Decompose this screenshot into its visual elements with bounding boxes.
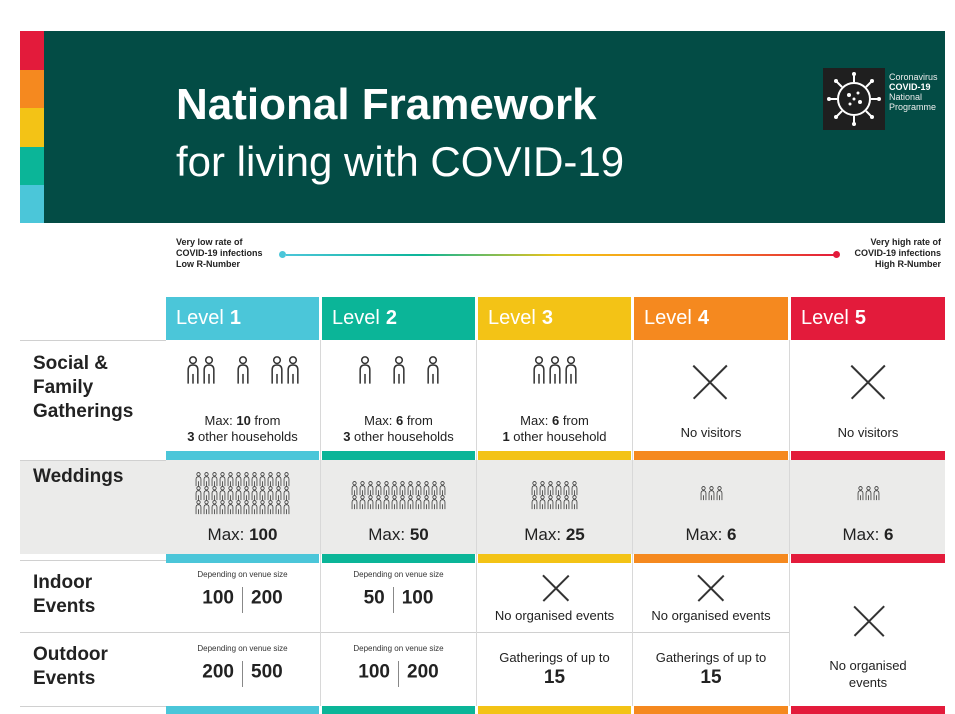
crowd-icon xyxy=(634,486,788,500)
person-icon xyxy=(539,481,546,496)
social-cell-3: Max: 6 from 1 other household xyxy=(502,413,607,444)
weddings-cell-3: Max: 25 xyxy=(524,525,585,544)
person-icon xyxy=(267,500,274,515)
row-label-outdoor: Outdoor Events xyxy=(33,644,108,689)
level-1-header: Level 1 xyxy=(166,297,319,340)
person-icon xyxy=(571,481,578,496)
crowd-icon xyxy=(478,481,631,509)
person-icon xyxy=(415,481,422,496)
person-icon xyxy=(547,481,554,496)
crowd-icon xyxy=(791,486,945,500)
band xyxy=(166,554,319,563)
divider xyxy=(20,632,790,633)
person-icon xyxy=(235,472,242,487)
person-icon xyxy=(202,356,216,385)
social-cell-4: No visitors xyxy=(680,425,742,440)
person-icon xyxy=(857,486,864,501)
band xyxy=(166,706,319,714)
scale-gradient-line xyxy=(286,254,834,256)
person-icon xyxy=(275,472,282,487)
level-2-header: Level 2 xyxy=(322,297,475,340)
people-icon xyxy=(478,356,631,385)
person-icon xyxy=(251,486,258,501)
cross-icon xyxy=(853,605,885,637)
person-icon xyxy=(251,472,258,487)
person-icon xyxy=(259,500,266,515)
person-icon xyxy=(186,356,200,385)
indoor-cell-2: Depending on venue size 50 100 xyxy=(322,570,475,613)
person-icon xyxy=(391,495,398,510)
social-cell-5: No visitors xyxy=(837,425,899,440)
outdoor-cell-2: Depending on venue size 100 200 xyxy=(322,644,475,687)
person-icon xyxy=(375,495,382,510)
divider xyxy=(476,340,477,706)
divider xyxy=(320,340,321,706)
person-icon xyxy=(195,472,202,487)
person-group xyxy=(425,356,441,385)
person-icon xyxy=(251,500,258,515)
person-icon xyxy=(367,481,374,496)
person-icon xyxy=(431,481,438,496)
person-icon xyxy=(571,495,578,510)
person-icon xyxy=(236,356,250,385)
band xyxy=(791,554,945,563)
person-icon xyxy=(203,472,210,487)
person-icon xyxy=(547,495,554,510)
person-group xyxy=(531,356,579,385)
level-4-header: Level 4 xyxy=(634,297,788,340)
virus-icon xyxy=(823,68,885,130)
person-icon xyxy=(211,500,218,515)
person-icon xyxy=(211,472,218,487)
band xyxy=(634,451,788,460)
person-icon xyxy=(700,486,707,501)
row-label-weddings: Weddings xyxy=(33,466,124,487)
divider xyxy=(789,340,790,706)
person-icon xyxy=(267,486,274,501)
band xyxy=(166,451,319,460)
person-icon xyxy=(708,486,715,501)
person-icon xyxy=(439,481,446,496)
stripe-blue xyxy=(20,185,44,223)
scale-low-dot xyxy=(279,251,286,258)
indoor-cell-4: No organised events xyxy=(651,608,771,623)
person-icon xyxy=(243,500,250,515)
person-icon xyxy=(219,486,226,501)
page-subtitle: for living with COVID-19 xyxy=(176,138,625,185)
people-icon xyxy=(322,356,475,385)
person-icon xyxy=(431,495,438,510)
indoor-cell-3: No organised events xyxy=(494,608,615,623)
stripe-yellow xyxy=(20,108,44,147)
person-icon xyxy=(415,495,422,510)
person-icon xyxy=(439,495,446,510)
indoor-cell-1: Depending on venue size 100 200 xyxy=(166,570,319,613)
stripe-red xyxy=(20,31,44,70)
person-icon xyxy=(235,500,242,515)
person-group xyxy=(391,356,407,385)
person-icon xyxy=(407,481,414,496)
person-icon xyxy=(203,500,210,515)
outdoor-cell-4: Gatherings of up to 15 xyxy=(655,650,767,688)
outdoor-cell-1: Depending on venue size 200 500 xyxy=(166,644,319,687)
person-icon xyxy=(407,495,414,510)
cross-icon xyxy=(542,574,570,602)
person-icon xyxy=(359,495,366,510)
person-icon xyxy=(235,486,242,501)
stripe-green xyxy=(20,147,44,185)
level-3-header: Level 3 xyxy=(478,297,631,340)
divider xyxy=(632,340,633,706)
person-icon xyxy=(195,500,202,515)
level-5-header: Level 5 xyxy=(791,297,945,340)
band xyxy=(791,706,945,714)
person-icon xyxy=(259,472,266,487)
person-icon xyxy=(270,356,284,385)
person-icon xyxy=(426,356,440,385)
divider xyxy=(20,340,166,341)
person-icon xyxy=(358,356,372,385)
weddings-cell-4: Max: 6 xyxy=(685,525,737,544)
stripe-orange xyxy=(20,70,44,108)
social-cell-2: Max: 6 from 3 other households xyxy=(343,413,454,444)
person-icon xyxy=(383,495,390,510)
person-icon xyxy=(275,486,282,501)
person-icon xyxy=(532,356,546,385)
weddings-cell-1: Max: 100 xyxy=(207,525,278,544)
person-icon xyxy=(392,356,406,385)
crowd-icon xyxy=(322,481,475,509)
person-icon xyxy=(227,472,234,487)
outdoor-cell-5: No organised events xyxy=(829,658,907,690)
person-icon xyxy=(563,495,570,510)
person-icon xyxy=(391,481,398,496)
person-icon xyxy=(351,495,358,510)
band xyxy=(322,554,475,563)
crowd-icon xyxy=(166,472,319,514)
band xyxy=(478,451,631,460)
person-icon xyxy=(351,481,358,496)
person-icon xyxy=(367,495,374,510)
band xyxy=(322,706,475,714)
cross-icon xyxy=(692,364,728,400)
person-icon xyxy=(275,500,282,515)
person-icon xyxy=(548,356,562,385)
person-icon xyxy=(283,472,290,487)
person-icon xyxy=(267,472,274,487)
person-icon xyxy=(203,486,210,501)
scale-high-label: Very high rate of COVID-19 infections High R-Number xyxy=(854,237,941,269)
person-icon xyxy=(383,481,390,496)
person-icon xyxy=(259,486,266,501)
person-group xyxy=(185,356,217,385)
person-icon xyxy=(555,481,562,496)
person-icon xyxy=(359,481,366,496)
person-icon xyxy=(539,495,546,510)
page-title: National Framework xyxy=(176,80,597,129)
person-icon xyxy=(227,500,234,515)
divider xyxy=(20,706,166,707)
person-icon xyxy=(555,495,562,510)
person-icon xyxy=(531,481,538,496)
person-icon xyxy=(227,486,234,501)
cross-icon xyxy=(697,574,725,602)
person-icon xyxy=(564,356,578,385)
person-icon xyxy=(211,486,218,501)
scale-high-dot xyxy=(833,251,840,258)
band xyxy=(322,451,475,460)
person-icon xyxy=(716,486,723,501)
scale-low-label: Very low rate of COVID-19 infections Low R-Number xyxy=(176,237,263,269)
person-icon xyxy=(865,486,872,501)
row-label-social: Social & Family Gatherings xyxy=(33,353,134,422)
social-cell-1: Max: 10 from 3 other households xyxy=(187,413,298,444)
person-icon xyxy=(399,481,406,496)
person-icon xyxy=(219,500,226,515)
weddings-cell-5: Max: 6 xyxy=(842,525,894,544)
person-icon xyxy=(873,486,880,501)
person-icon xyxy=(531,495,538,510)
people-icon xyxy=(166,356,319,385)
person-icon xyxy=(375,481,382,496)
person-icon xyxy=(423,481,430,496)
outdoor-cell-3: Gatherings of up to 15 xyxy=(499,650,610,688)
person-group xyxy=(235,356,251,385)
divider xyxy=(20,460,166,461)
divider xyxy=(20,560,166,561)
band xyxy=(634,554,788,563)
weddings-cell-2: Max: 50 xyxy=(368,525,429,544)
person-icon xyxy=(286,356,300,385)
person-icon xyxy=(399,495,406,510)
person-icon xyxy=(243,486,250,501)
person-group xyxy=(269,356,301,385)
band xyxy=(634,706,788,714)
band xyxy=(791,451,945,460)
person-group xyxy=(357,356,373,385)
band xyxy=(478,554,631,563)
row-label-indoor: Indoor Events xyxy=(33,572,96,617)
person-icon xyxy=(423,495,430,510)
person-icon xyxy=(243,472,250,487)
cross-icon xyxy=(850,364,886,400)
person-icon xyxy=(219,472,226,487)
person-icon xyxy=(195,486,202,501)
logo-text: Coronavirus COVID-19 National Programme xyxy=(889,72,938,112)
person-icon xyxy=(563,481,570,496)
band xyxy=(478,706,631,714)
person-icon xyxy=(283,500,290,515)
person-icon xyxy=(283,486,290,501)
